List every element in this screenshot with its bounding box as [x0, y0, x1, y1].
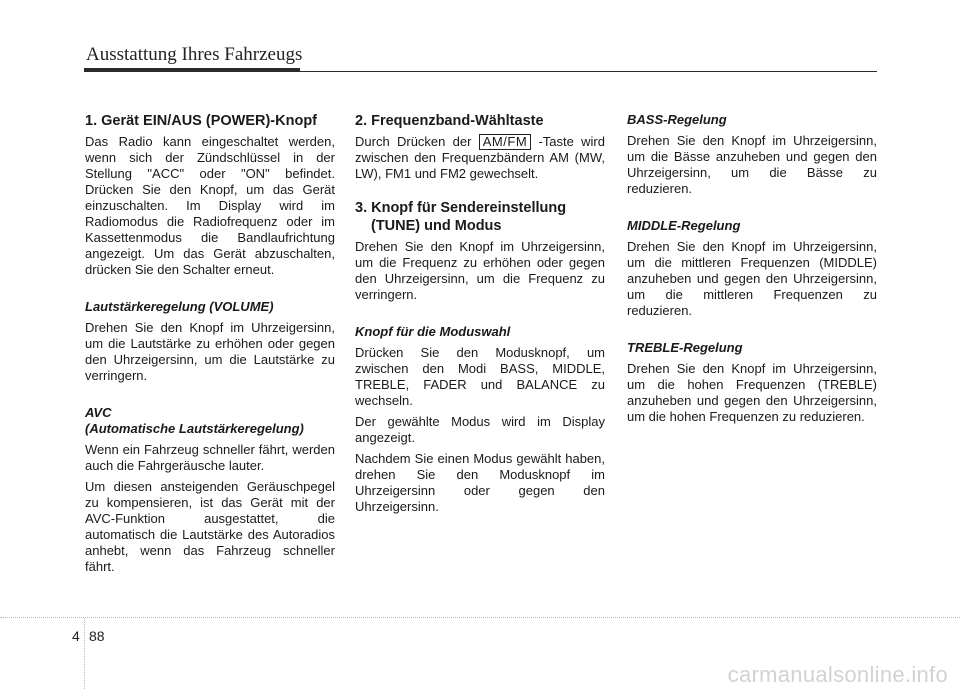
avc-title-line2: (Automatische Lautstärkeregelung): [85, 421, 304, 436]
chapter-number: 4: [72, 628, 80, 644]
footer-vertical-divider: [84, 618, 85, 689]
volume-text: Drehen Sie den Knopf im Uhrzeigersinn, um die Lautstärke zu erhöhen oder gegen den Uhrzeigersinn, um die Lautstärke zu verringern.: [85, 320, 335, 383]
page-header-title: Ausstattung Ihres Fahrzeugs: [86, 44, 303, 65]
avc-text-2: Um diesen ansteigenden Geräuschpegel zu kompensieren, ist das Gerät mit der AVC-Funktion ausgestattet, die automatisch die Lautstärke des Autoradios anhebt, wenn das Fahrzeug schneller fährt.: [85, 479, 335, 574]
treble-text: Drehen Sie den Knopf im Uhrzeigersinn, um die hohen Frequenzen (TREBLE) anzuheben und gegen den Uhrzeigersinn, um die hohen Frequenzen zu reduzieren.: [627, 361, 877, 424]
mode-text-3: Nachdem Sie einen Modus gewählt haben, drehen Sie den Modusknopf im Uhrzeigersinn oder gegen den Uhrzeigersinn.: [355, 451, 605, 514]
mode-text-2: Der gewählte Modus wird im Display angezeigt.: [355, 414, 605, 445]
volume-title: Lautstärkeregelung (VOLUME): [85, 299, 274, 314]
column-1: [85, 112, 335, 580]
bass-text: Drehen Sie den Knopf im Uhrzeigersinn, um die Bässe anzuheben und gegen den Uhrzeigersinn, um die Bässe zu reduzieren.: [627, 133, 877, 196]
middle-text: Drehen Sie den Knopf im Uhrzeigersinn, um die mittleren Frequenzen (MIDDLE) anzuheben und gegen den Uhrzeigersinn, um die mittleren Frequenzen zu reduzieren.: [627, 239, 877, 318]
avc-text-1: Wenn ein Fahrzeug schneller fährt, werden auch die Fahrgeräusche lauter.: [85, 442, 335, 473]
section-tune-title: [355, 199, 605, 235]
mode-title: Knopf für die Moduswahl: [355, 324, 511, 339]
section-power-title: 1. Gerät EIN/AUS (POWER)-Knopf: [85, 113, 318, 129]
section-band-title: 2. Frequenzband-Wähltaste: [355, 113, 544, 129]
footer-divider: [0, 617, 960, 618]
bass-title: BASS-Regelung: [627, 112, 727, 127]
avc-title: [85, 405, 335, 437]
watermark: carmanualsonline.info: [727, 662, 948, 687]
section-tune-title-line1: 3. Knopf für Sendereinstellung: [355, 200, 567, 216]
column-3: [627, 112, 877, 430]
section-power-text: Das Radio kann eingeschaltet werden, wenn sich der Zündschlüssel in der Stellung "ACC" oder "ON" befindet. Drücken Sie den Knopf, um das Gerät einzuschalten. Im Display wird im Radiomodus die Radiofrequenz oder im Kassettenmodus die Bandlaufrichtung angezeigt. Um das Gerät abzuschalten, drücken Sie den Schalter erneut.: [85, 134, 335, 277]
column-2: [355, 112, 605, 520]
middle-title: MIDDLE-Regelung: [627, 218, 741, 233]
section-tune-text: Drehen Sie den Knopf im Uhrzeigersinn, um die Frequenz zu erhöhen oder gegen den Uhrzeigersinn, um die Frequenz zu verringern.: [355, 239, 605, 302]
treble-title: TREBLE-Regelung: [627, 340, 743, 355]
section-tune-title-line2: (TUNE) und Modus: [371, 218, 502, 234]
section-band-text-after: -Taste wird zwischen den Frequenzbändern AM (MW, LW), FM1 und FM2 gewechselt.: [355, 134, 605, 181]
header-rule-thin: [84, 71, 877, 72]
section-band-text: [355, 134, 605, 182]
mode-text-1: Drücken Sie den Modusknopf, um zwischen den Modi BASS, MIDDLE, TREBLE, FADER und BALANCE zu wechseln.: [355, 345, 605, 408]
section-band-text-before: Durch Drücken der: [355, 134, 479, 149]
avc-title-line1: AVC: [85, 405, 112, 420]
am-fm-key: AM/FM: [479, 134, 531, 150]
page-number: 88: [89, 628, 105, 644]
